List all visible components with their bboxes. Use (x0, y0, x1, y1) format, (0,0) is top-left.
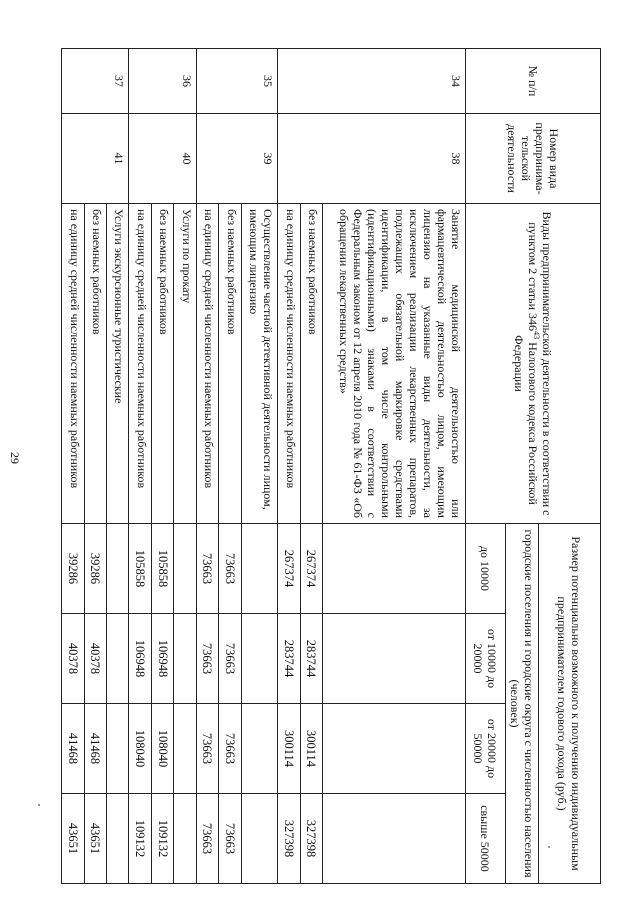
empty-cell (106, 614, 128, 704)
value-cell: 106948 (129, 614, 151, 704)
row-label: на единицу средней численности наемных работников (129, 204, 151, 524)
activity-code: 40 (129, 114, 196, 204)
header-settlements: городские поселения и городские округа с численностью населения (человек) (506, 524, 539, 884)
value-cell: 73663 (219, 524, 241, 614)
table-row (241, 49, 278, 884)
empty-cell (174, 704, 196, 794)
value-cell: 73663 (219, 614, 241, 704)
value-cell: 283744 (278, 614, 300, 704)
empty-cell (323, 794, 466, 884)
row-label: на единицу средней численности наемных работников (196, 204, 218, 524)
value-cell: 108040 (151, 704, 173, 794)
activity-code: 39 (196, 114, 278, 204)
activity-title: Осуществление частной детективной деятельности лицом, имеющим лицензию (241, 204, 278, 524)
empty-cell (106, 794, 128, 884)
value-cell: 108040 (129, 704, 151, 794)
activity-code: 41 (62, 114, 129, 204)
value-cell: 105858 (151, 524, 173, 614)
empty-cell (241, 794, 278, 884)
value-cell: 73663 (219, 794, 241, 884)
value-cell: 39286 (62, 524, 85, 614)
table-row (323, 49, 466, 884)
value-cell: 267374 (278, 524, 300, 614)
row-label: на единицу средней численности наемных работников (278, 204, 300, 524)
row-label: без наемных работников (84, 204, 106, 524)
row-number: 37 (62, 49, 129, 114)
row-number: 36 (129, 49, 196, 114)
value-cell: 327398 (300, 794, 322, 884)
value-cell: 106948 (151, 614, 173, 704)
value-cell: 41468 (62, 704, 85, 794)
scan-speck (548, 846, 550, 848)
row-label: без наемных работников (300, 204, 322, 524)
empty-cell (106, 524, 128, 614)
value-cell: 109132 (129, 794, 151, 884)
header-income-size: Размер потенциально возможного к получению индивидуальным предпринимателем годового дохода (руб.) (539, 524, 601, 884)
value-cell: 267374 (300, 524, 322, 614)
empty-cell (241, 524, 278, 614)
income-table (61, 48, 601, 884)
activity-code: 38 (278, 114, 466, 204)
value-cell: 300114 (278, 704, 300, 794)
empty-cell (174, 524, 196, 614)
header-activity-types-text: Виды предпринимательской деятельности в соответствии с пунктом 2 статьи 346 (526, 211, 554, 516)
value-cell: 40378 (62, 614, 85, 704)
value-cell: 41468 (84, 704, 106, 794)
value-cell: 39286 (84, 524, 106, 614)
empty-cell (241, 614, 278, 704)
header-activity-number: Номер вида предпринима-тельской деятельности (466, 114, 601, 204)
value-cell: 73663 (196, 524, 218, 614)
empty-cell (241, 704, 278, 794)
value-cell: 43651 (62, 794, 85, 884)
empty-cell (323, 614, 466, 704)
header-activity-types-tail: Налогового кодекса Российской Федерации (512, 335, 540, 505)
scan-speck (38, 804, 40, 806)
value-cell: 109132 (151, 794, 173, 884)
table-row (174, 49, 196, 884)
row-number: 34 (278, 49, 466, 114)
value-cell: 40378 (84, 614, 106, 704)
empty-cell (106, 704, 128, 794)
header-col-over-50000: свыше 50000 (466, 794, 506, 884)
activity-title: Услуги по прокату (174, 204, 196, 524)
value-cell: 73663 (196, 614, 218, 704)
row-label: без наемных работников (219, 204, 241, 524)
table-row (106, 49, 128, 884)
value-cell: 327398 (278, 794, 300, 884)
rotated-table-container (61, 48, 601, 883)
value-cell: 43651 (84, 794, 106, 884)
empty-cell (174, 794, 196, 884)
footnote-ref: 43 (532, 331, 541, 340)
value-cell: 300114 (300, 704, 322, 794)
header-col-10000-20000: от 10000 до 20000 (466, 614, 506, 704)
page-number: 29 (8, 452, 22, 464)
value-cell: 73663 (196, 704, 218, 794)
row-label: без наемных работников (151, 204, 173, 524)
row-label: на единицу средней численности наемных работников (62, 204, 85, 524)
header-col-20000-50000: от 20000 до 50000 (466, 704, 506, 794)
value-cell: 73663 (196, 794, 218, 884)
empty-cell (323, 704, 466, 794)
empty-cell (174, 614, 196, 704)
header-activity-types (466, 204, 601, 524)
empty-cell (323, 524, 466, 614)
row-number: 35 (196, 49, 278, 114)
activity-title: Занятие медицинской деятельностью или фармацевтической деятельностью лицом, имеющим лицензию на указанные виды деятельности, за исключением реализации лекарственных препаратов, подлежащих обязательной маркировке средствами идентификации, в том числе контрольными (идентификационными) знаками в соответствии с Федеральным законом от 12 апреля 2010 года № 61-ФЗ «Об обращении лекарственных средств» (323, 204, 466, 524)
activity-title: Услуги экскурсионные туристические (106, 204, 128, 524)
value-cell: 283744 (300, 614, 322, 704)
header-row-number: № п/п (466, 49, 601, 114)
header-col-upto-10000: до 10000 (466, 524, 506, 614)
value-cell: 105858 (129, 524, 151, 614)
value-cell: 73663 (219, 704, 241, 794)
